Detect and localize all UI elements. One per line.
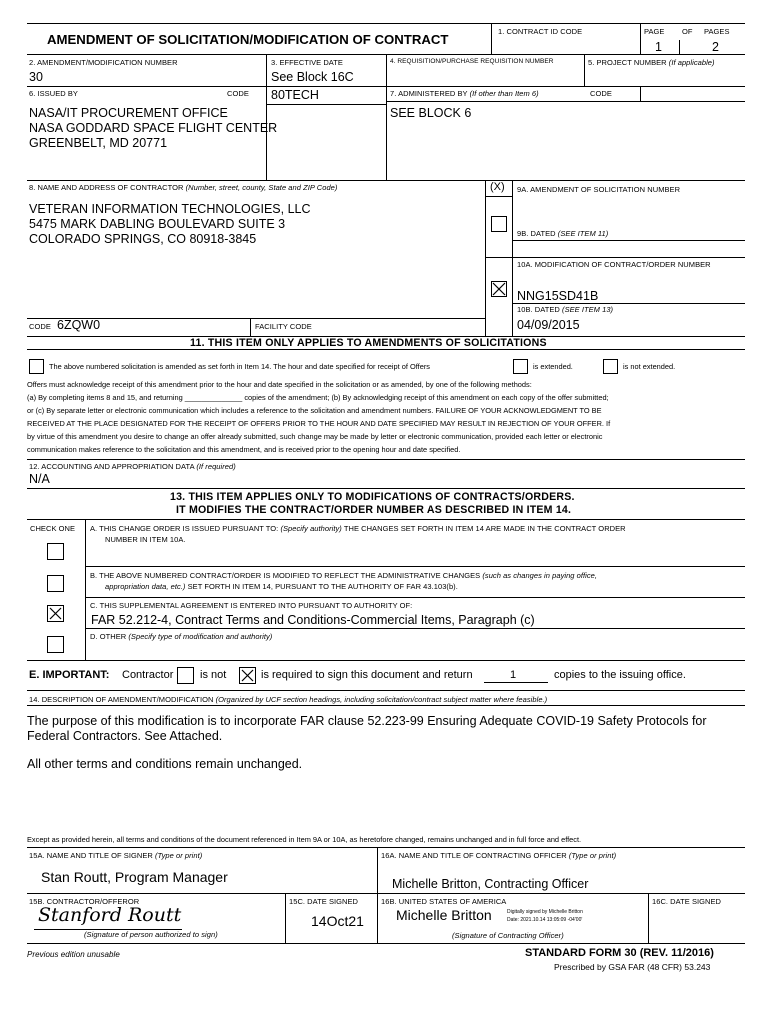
checkbox-is-not-extended[interactable] — [603, 359, 618, 374]
item-11-para-4: RECEIVED AT THE PLACE DESIGNATED FOR THE RECEIPT OF OFFERS PRIOR TO THE HOUR AND DATE SPECIFIED MAY RESULT IN REJECTION OF YOUR OFFER. If — [27, 419, 611, 428]
contractor-signature: Stanford Routt — [38, 904, 182, 926]
rule-top — [27, 23, 745, 24]
item-13-heading-1: 13. THIS ITEM APPLIES ONLY TO MODIFICATIONS OF CONTRACTS/ORDERS. — [170, 491, 575, 503]
item-11-line: The above numbered solicitation is amended as set forth in Item 14. The hour and date specified for receipt of Offers — [49, 362, 430, 371]
pages-total: 2 — [712, 40, 719, 54]
contractor-date-label: 15C. DATE SIGNED — [289, 897, 359, 906]
rule — [250, 318, 251, 336]
issued-by-line-1: NASA/IT PROCUREMENT OFFICE — [29, 106, 228, 120]
checkbox-is-extended[interactable] — [513, 359, 528, 374]
important-is-required: is required to sign this document and return — [261, 669, 473, 681]
checkbox-10a-checked[interactable] — [491, 281, 507, 297]
previous-edition-note: Previous edition unusable — [27, 950, 120, 959]
dated-10b-label: 10B. DATED (SEE ITEM 13) — [517, 305, 614, 314]
item-13c-line-1: C. THIS SUPPLEMENTAL AGREEMENT IS ENTERED INTO PURSUANT TO AUTHORITY OF: — [90, 601, 413, 610]
important-contractor: Contractor — [122, 669, 174, 681]
officer-name-label: 16A. NAME AND TITLE OF CONTRACTING OFFICER (Type or print) — [381, 851, 617, 860]
checkbox-9a[interactable] — [491, 216, 507, 232]
x-column-label: (X) — [490, 181, 505, 193]
rule — [27, 943, 745, 944]
issued-by-code-value: 80TECH — [271, 88, 319, 102]
checkbox-13a[interactable] — [47, 543, 64, 560]
signer-name-label: 15A. NAME AND TITLE OF SIGNER (Type or print) — [29, 851, 203, 860]
accounting-label: 12. ACCOUNTING AND APPROPRIATION DATA (If required) — [29, 462, 236, 471]
checkbox-13d[interactable] — [47, 636, 64, 653]
checkbox-is-not[interactable] — [177, 667, 194, 684]
rule — [485, 196, 512, 197]
except-statement: Except as provided herein, all terms and conditions of the document referenced in Item 9A or 10A, as heretofore changed, remains unchanged and in full force and effect. — [27, 835, 582, 844]
officer-name-value: Michelle Britton, Contracting Officer — [392, 877, 589, 891]
check-one-label: CHECK ONE — [30, 524, 76, 533]
contract-id-label: 1. CONTRACT ID CODE — [498, 27, 583, 36]
rule — [640, 86, 641, 101]
administered-by-label: 7. ADMINISTERED BY (If other than Item 6) — [390, 89, 539, 98]
usa-label: 16B. UNITED STATES OF AMERICA — [381, 897, 507, 906]
check-x-icon — [240, 668, 255, 683]
rule — [27, 893, 745, 894]
rule — [584, 54, 585, 86]
digital-signature-line-2: Date: 2021.10.14 13:05:09 -04'00' — [507, 917, 583, 923]
digital-signature-line-1: Digitally signed by Michelle Britton — [507, 909, 583, 915]
item-13a-line-1: A. THIS CHANGE ORDER IS ISSUED PURSUANT TO: (Specify authority) THE CHANGES SET FORTH IN ITEM 14 ARE MADE IN THE CONTRACT ORDER — [90, 524, 626, 533]
rule — [640, 23, 641, 54]
checkbox-13c-checked[interactable] — [47, 605, 64, 622]
important-is-not: is not — [200, 669, 227, 681]
rule — [27, 180, 745, 181]
item-13a-line-2: NUMBER IN ITEM 10A. — [105, 535, 186, 544]
item-14-line-3: All other terms and conditions remain unchanged. — [27, 757, 303, 771]
issued-by-code-label: CODE — [227, 89, 249, 98]
rule — [512, 240, 745, 241]
rule — [485, 257, 745, 258]
item-13b-line-1: B. THE ABOVE NUMBERED CONTRACT/ORDER IS MODIFIED TO REFLECT THE ADMINISTRATIVE CHANGES (such as changes in paying office, — [90, 571, 598, 580]
rule — [27, 349, 745, 350]
check-x-icon — [48, 606, 63, 621]
is-extended-label: is extended. — [533, 362, 573, 371]
issued-by-label: 6. ISSUED BY — [29, 89, 78, 98]
item-14-line-2: Federal Contractors. See Attached. — [27, 729, 223, 743]
rule — [85, 566, 745, 567]
contractor-date-value: 14Oct21 — [311, 913, 364, 929]
officer-signature-caption: (Signature of Contracting Officer) — [452, 931, 564, 940]
contractor-label: 8. NAME AND ADDRESS OF CONTRACTOR (Number, street, county, State and ZIP Code) — [29, 183, 338, 192]
contractor-signature-caption: (Signature of person authorized to sign) — [84, 930, 218, 939]
rule — [266, 104, 386, 105]
checkbox-13b[interactable] — [47, 575, 64, 592]
prescribed-by: Prescribed by GSA FAR (48 CFR) 53.243 — [554, 962, 711, 972]
important-label: E. IMPORTANT: — [29, 669, 110, 681]
pages-label: PAGES — [704, 27, 730, 36]
checkbox-item11[interactable] — [29, 359, 44, 374]
officer-signature: Michelle Britton — [396, 907, 492, 923]
rule — [377, 847, 378, 943]
rule — [491, 23, 492, 54]
rule — [648, 893, 649, 943]
item-11-para-3: or (c) By separate letter or electronic communication which includes a reference to the solicitation and amendment numbers. FAILURE OF YOUR ACKNOWLEDGMENT TO BE — [27, 406, 602, 415]
item-14-label: 14. DESCRIPTION OF AMENDMENT/MODIFICATION (Organized by UCF section headings, including solicitation/contract subject matter where feasible.) — [29, 695, 548, 704]
checkbox-is-required-checked[interactable] — [239, 667, 256, 684]
modification-number-label: 10A. MODIFICATION OF CONTRACT/ORDER NUMBER — [517, 260, 711, 269]
item-11-para-6: communication makes reference to the solicitation and this amendment, and is received prior to the opening hour and date specified. — [27, 445, 461, 454]
effective-date-label: 3. EFFECTIVE DATE — [271, 58, 343, 67]
form-name: STANDARD FORM 30 (REV. 11/2016) — [525, 947, 714, 959]
rule — [512, 303, 745, 304]
rule — [512, 180, 513, 336]
rule — [679, 40, 680, 54]
rule — [266, 54, 267, 180]
item-14-line-1: The purpose of this modification is to incorporate FAR clause 52.223-99 Ensuring Adequate COVID-19 Safety Protocols for — [27, 714, 707, 728]
issued-by-line-3: GREENBELT, MD 20771 — [29, 136, 168, 150]
requisition-number-label: 4. REQUISITION/PURCHASE REQUISITION NUMBER — [390, 58, 554, 65]
page-number: 1 — [655, 40, 662, 54]
rule — [285, 893, 286, 943]
rule — [27, 519, 745, 520]
contractor-line-2: 5475 MARK DABLING BOULEVARD SUITE 3 — [29, 217, 286, 231]
item-11-para-5: by virtue of this amendment you desire to change an offer already submitted, such change may be made by letter or electronic communication, provided each letter or electronic — [27, 432, 603, 441]
rule — [27, 86, 745, 87]
form-title: AMENDMENT OF SOLICITATION/MODIFICATION OF CONTRACT — [47, 32, 449, 47]
modification-number-value: NNG15SD41B — [517, 289, 599, 303]
administered-by-value: SEE BLOCK 6 — [390, 106, 472, 120]
important-copies-value: 1 — [510, 669, 517, 681]
signer-name-value: Stan Routt, Program Manager — [41, 869, 228, 885]
rule — [484, 682, 548, 683]
contractor-line-1: VETERAN INFORMATION TECHNOLOGIES, LLC — [29, 202, 311, 216]
item-13b-line-2: appropriation data, etc.) SET FORTH IN ITEM 14, PURSUANT TO THE AUTHORITY OF FAR 43.103(b). — [105, 582, 458, 591]
rule — [85, 628, 745, 629]
contractor-offeror-label: 15B. CONTRACTOR/OFFEROR — [29, 897, 140, 906]
item-11-heading: 11. THIS ITEM ONLY APPLIES TO AMENDMENTS OF SOLICITATIONS — [190, 337, 547, 349]
rule — [386, 101, 745, 102]
issued-by-line-2: NASA GODDARD SPACE FLIGHT CENTER — [29, 121, 278, 135]
amendment-number-label: 2. AMENDMENT/MODIFICATION NUMBER — [29, 58, 178, 67]
facility-code-label: FACILITY CODE — [255, 322, 312, 331]
rule — [27, 488, 745, 489]
accounting-value: N/A — [29, 472, 50, 486]
rule — [27, 705, 745, 706]
administered-by-code-label: CODE — [590, 89, 612, 98]
dated-9b-label: 9B. DATED (SEE ITEM 11) — [517, 229, 609, 238]
project-number-label: 5. PROJECT NUMBER (If applicable) — [588, 58, 715, 67]
dated-10b-value: 04/09/2015 — [517, 318, 580, 332]
amendment-number-value: 30 — [29, 70, 43, 84]
rule — [485, 180, 486, 336]
rule — [27, 690, 745, 691]
rule — [386, 54, 387, 180]
is-not-extended-label: is not extended. — [623, 362, 676, 371]
effective-date-value: See Block 16C — [271, 70, 354, 84]
item-11-para-1: Offers must acknowledge receipt of this amendment prior to the hour and date specified in the solicitation or as amended, by one of the following methods: — [27, 380, 532, 389]
check-x-icon — [492, 282, 506, 296]
rule — [85, 519, 86, 660]
rule — [27, 660, 745, 661]
rule — [85, 597, 745, 598]
item-13c-authority: FAR 52.212-4, Contract Terms and Conditions-Commercial Items, Paragraph (c) — [91, 613, 535, 627]
page-label: PAGE — [644, 27, 665, 36]
important-copies-post: copies to the issuing office. — [554, 669, 686, 681]
contractor-code-label: CODE — [29, 322, 51, 331]
officer-date-label: 16C. DATE SIGNED — [652, 897, 722, 906]
of-label: OF — [682, 27, 693, 36]
contractor-code-value: 6ZQW0 — [57, 318, 101, 332]
rule — [27, 847, 745, 848]
item-13-heading-2: IT MODIFIES THE CONTRACT/ORDER NUMBER AS DESCRIBED IN ITEM 14. — [176, 504, 572, 516]
item-11-para-2: (a) By completing items 8 and 15, and returning ______________ copies of the amendment; (b) By acknowledging receipt of this amendment on each copy of the offer submitted; — [27, 393, 609, 402]
amendment-solicitation-label: 9A. AMENDMENT OF SOLICITATION NUMBER — [517, 185, 681, 194]
rule — [27, 459, 745, 460]
contractor-line-3: COLORADO SPRINGS, CO 80918-3845 — [29, 232, 257, 246]
item-13d-line: D. OTHER (Specify type of modification and authority) — [90, 632, 273, 641]
